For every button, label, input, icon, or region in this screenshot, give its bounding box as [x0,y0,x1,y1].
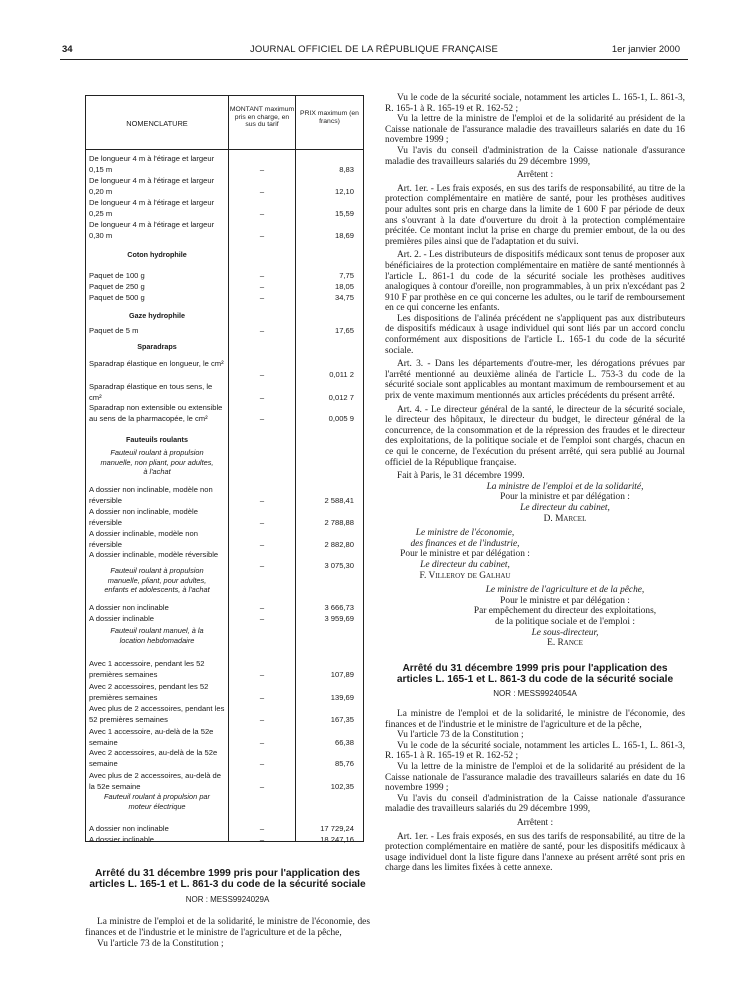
article-3: Art. 3. - Dans les départements d'outre-mer, les dérogations prévues par l'arrêté mentionné au deuxième alinéa de l'article L. 753-3 du code de la sécurité sociale sont applicables au montant maximum de remboursement et au prix de vente maximum mentionnés aux articles précédents du présent arrêté. [385,359,685,402]
prix-value: 17 729,24 [320,824,354,833]
prix-value: 2 588,41 [324,495,354,505]
item-label: A dossier non inclinable [89,603,169,612]
table-section-heading: Sparadraps [137,342,177,351]
montant-value: – [259,669,265,679]
prix-value: 2 882,80 [324,539,354,549]
montant-value: – [259,560,265,570]
item-label: De longueur 4 m à l'étirage et largeur 0,15 m [89,154,215,174]
montant-value: – [259,392,265,402]
item-label: Paquet de 5 m [89,326,139,335]
decree-title: Arrêté du 31 décembre 1999 pris pour l'application des articles L. 165-1 et L. 861-3 du code de la sécurité sociale [396,662,674,686]
nor-reference: NOR : MESS9924029A [185,894,270,904]
column-header-prix: PRIX maximum (en francs) [300,110,359,125]
column-header-montant: MONTANT maximum pris en charge, en sus du tarif [229,106,295,129]
prix-value: 3 075,30 [324,560,354,570]
page-number: 34 [62,44,73,55]
signature-delegation: Pour le ministre et par délégation : [500,595,630,606]
signature-delegation: de la politique sociale et de l'emploi : [495,616,635,627]
signature-delegation: Par empêchement du directeur des exploitations, [473,606,657,617]
arretent-label: Arrêtent : [516,170,554,181]
prix-value: 0,012 7 [328,392,354,402]
nomenclature-table [85,95,364,842]
table-section-heading: Fauteuils roulants [126,435,188,444]
montant-value: – [259,737,265,747]
item-label: A dossier inclinable [89,835,155,844]
prix-value: 85,76 [334,758,354,768]
item-label: De longueur 4 m à l'étirage et largeur 0,25 m [89,198,215,218]
prix-value: 8,83 [339,164,354,174]
montant-value: – [259,293,265,302]
signature-title: Le ministre de l'agriculture et de la pêche, [485,585,645,596]
paragraph: Vu la lettre de la ministre de l'emploi et de la solidarité au président de la Caisse nationale de l'assurance maladie des travailleurs salariés en date du 16 novembre 1999 ; [385,762,685,794]
item-label: A dossier non inclinable, modèle non réversible [89,485,213,505]
montant-value: – [259,781,265,791]
item-label: Avec 2 accessoires, au-delà de la 52e semaine [89,748,218,768]
signatory-name: D. Marcel [543,513,587,524]
nor-reference: NOR : MESS9924054A [493,688,577,698]
prix-value: 3 666,73 [324,603,354,612]
montant-value: – [259,282,265,291]
article-1: Art. 1er. - Les frais exposés, en sus des tarifs de responsabilité, au titre de la protection complémentaire en matière de santé, pour les prothèses auditives pour adultes sont pris en charge dans la limite de 1 600 F par période de deux ans s'ouvrant à la date d'ouverture du droit à la protection complémentaire précitée. Ce montant inclut la prise en charge du premier embout, de la ou des premières piles ainsi que de l'adaptation et du suivi. [385,183,685,247]
prix-value: 18,69 [334,230,354,240]
item-label: Avec plus de 2 accessoires, au-delà de la 52e semaine [89,771,221,791]
signature-role: Le sous-directeur, [531,627,599,638]
montant-value: – [259,230,265,240]
item-label: Paquet de 500 g [89,293,145,302]
table-subheading: Fauteuil roulant manuel, à la location hebdomadaire [110,626,204,645]
prix-value: 18,05 [334,282,354,291]
prix-value: 15,59 [334,208,354,218]
paragraph: Vu l'avis du conseil d'administration de la Caisse nationale d'assurance maladie des travailleurs salariés du 29 décembre 1999, [385,793,685,815]
table-section-heading: Gaze hydrophile [129,311,185,320]
page-header [0,44,748,58]
item-label: Sparadrap élastique en longueur, le cm² [89,359,224,368]
signature-delegation: Pour la ministre et par délégation : [500,492,630,503]
prix-value: 0,005 9 [328,413,354,423]
paragraph: La ministre de l'emploi et de la solidarité, le ministre de l'économie, des finances et de l'industrie et le ministre de l'agriculture et de la pêche, [85,917,370,938]
item-label: Avec 1 accessoire, pendant les 52 premières semaines [89,659,205,679]
prix-value: 34,75 [334,293,354,302]
signature-title: des finances et de l'industrie, [410,538,520,549]
header-rule [60,59,688,60]
signature-role: Le directeur du cabinet, [420,559,510,570]
prix-value: 17,65 [334,326,354,335]
table-subheading: Fauteuil roulant à propulsion manuelle, pliant, pour adultes, enfants et adolescents, à l'achat [104,566,210,594]
prix-value: 139,69 [330,692,354,702]
paragraph: Vu l'article 73 de la Constitution ; [397,730,524,741]
montant-value: – [259,369,265,379]
prix-value: 18 247,16 [320,835,354,844]
prix-value: 3 959,69 [324,614,354,623]
item-label: A dossier inclinable, modèle non réversible [89,529,198,549]
montant-value: – [259,495,265,505]
prix-value: 2 788,88 [324,517,354,527]
item-label: Sparadrap élastique en tous sens, le cm² [89,382,213,402]
prix-value: 0,011 2 [329,369,354,379]
item-label: Sparadrap non extensible ou extensible au sens de la pharmacopée, le cm² [89,403,223,423]
montant-value: – [259,758,265,768]
table-subheading: Fauteuil roulant à propulsion manuelle, non pliant, pour adultes, à l'achat [100,448,214,476]
paragraph: Vu l'avis du conseil d'administration de la Caisse nationale d'assurance maladie des travailleurs salariés du 29 décembre 1999, [385,145,685,167]
prix-value: 102,35 [330,781,354,791]
montant-value: – [259,714,265,724]
item-label: Avec plus de 2 accessoires, pendant les 52 premières semaines [89,704,225,724]
fait-a-paris: Fait à Paris, le 31 décembre 1999. [397,471,525,482]
column-header-nomenclature: NOMENCLATURE [126,119,188,128]
item-label: De longueur 4 m à l'étirage et largeur 0,20 m [89,176,215,196]
table-section-heading: Coton hydrophile [127,250,187,259]
article-4: Art. 4. - Le directeur général de la santé, le directeur de la sécurité sociale, le directeur des hôpitaux, le directeur du budget, le directeur général de la concurrence, de la consommation et de la répression des fraudes et le directeur des exploitations, de la politique sociale et de l'emploi sont chargés, chacun en ce qui le concerne, de l'exécution du présent arrêté, qui sera publié au Journal officiel de la République française. [385,404,685,468]
header-divider [86,149,363,150]
article-2: Art. 2. - Les distributeurs de dispositifs médicaux sont tenus de proposer aux bénéficiaires de la protection complémentaire en matière de santé mentionnés à l'article L. 861-1 du code de la sécurité sociale les prothèses auditives analogiques à contour d'oreille, non programmables, à un prix n'excédant pas 2 910 F par prothèse en ce qui concerne les adultes, ou le tarif de remboursement en ce qui concerne les enfants. [385,250,685,314]
signatory-name: E. Rance [547,638,583,649]
decree-title: Arrêté du 31 décembre 1999 pris pour l'application des articles L. 165-1 et L. 861-3 du code de la sécurité sociale [89,868,366,891]
montant-value: – [259,603,265,612]
montant-value: – [259,692,265,702]
signatory-name: F. Villeroy de Galhau [419,570,511,581]
prix-value: 66,38 [334,737,354,747]
item-label: A dossier non inclinable, modèle réversible [89,507,198,527]
paragraph: La ministre de l'emploi et de la solidarité, le ministre de l'économie, des finances et de l'industrie et le ministre de l'agriculture et de la pêche, [385,709,685,730]
prix-value: 12,10 [334,186,354,196]
montant-value: – [259,614,265,623]
paragraph: Vu l'article 73 de la Constitution ; [97,938,224,949]
paragraph: Les dispositions de l'alinéa précédent ne s'appliquent pas aux distributeurs de dispositifs médicaux à usage individuel qui sont liés par un accord conclu conformément aux dispositions de l'article L. 165-1 du code de la sécurité sociale. [385,313,685,356]
prix-value: 107,89 [330,669,354,679]
article-1: Art. 1er. - Les frais exposés, en sus des tarifs de responsabilité, au titre de la protection complémentaire en matière de santé, pour les dispositifs médicaux à usage individuel dont la liste figure dans l'annexe au présent arrêté sont pris en charge dans les limites fixées à cette annexe. [385,831,685,874]
table-subheading: Fauteuil roulant à propulsion par moteur électrique [104,792,210,811]
paragraph: Vu le code de la sécurité sociale, notamment les articles L. 165-1, L. 861-3, R. 165-1 à R. 165-19 et R. 162-52 ; [385,740,685,762]
signature-role: Le directeur du cabinet, [520,502,610,513]
paragraph: Vu le code de la sécurité sociale, notamment les articles L. 165-1, L. 861-3, R. 165-1 à R. 165-19 et R. 162-52 ; [385,93,685,114]
arretent-label: Arrêtent : [516,818,554,829]
item-label: Avec 1 accessoire, au-delà de la 52e semaine [89,727,214,747]
montant-value: – [259,271,265,280]
item-label: A dossier inclinable [89,614,155,623]
montant-value: – [259,326,265,335]
montant-value: – [259,186,265,196]
montant-value: – [259,413,265,423]
montant-value: – [259,539,265,549]
signature-title: Le ministre de l'économie, [415,528,515,539]
prix-value: 7,75 [339,271,354,280]
item-label: Paquet de 250 g [89,282,145,291]
item-label: De longueur 4 m à l'étirage et largeur 0,30 m [89,220,215,240]
right-column-text [385,93,685,874]
montant-value: – [259,517,265,527]
paragraph: Vu la lettre de la ministre de l'emploi et de la solidarité au président de la Caisse nationale de l'assurance maladie des travailleurs salariés en date du 16 novembre 1999 ; [385,114,685,146]
issue-date: 1er janvier 2000 [611,44,680,55]
prix-value: 167,35 [330,714,354,724]
montant-value: – [259,835,265,844]
item-label: A dossier inclinable, modèle réversible [89,550,219,559]
montant-value: – [259,824,265,833]
item-label: A dossier non inclinable [89,824,169,833]
left-column-text [85,868,370,949]
journal-title: JOURNAL OFFICIEL DE LA RÉPUBLIQUE FRANÇAISE [249,44,499,55]
item-label: Paquet de 100 g [89,271,145,280]
signature-delegation: Pour le ministre et par délégation : [400,549,530,560]
montant-value: – [259,208,265,218]
item-label: Avec 2 accessoires, pendant les 52 premières semaines [89,682,209,702]
montant-value: – [259,164,265,174]
signature-title: La ministre de l'emploi et de la solidarité, [486,481,644,492]
